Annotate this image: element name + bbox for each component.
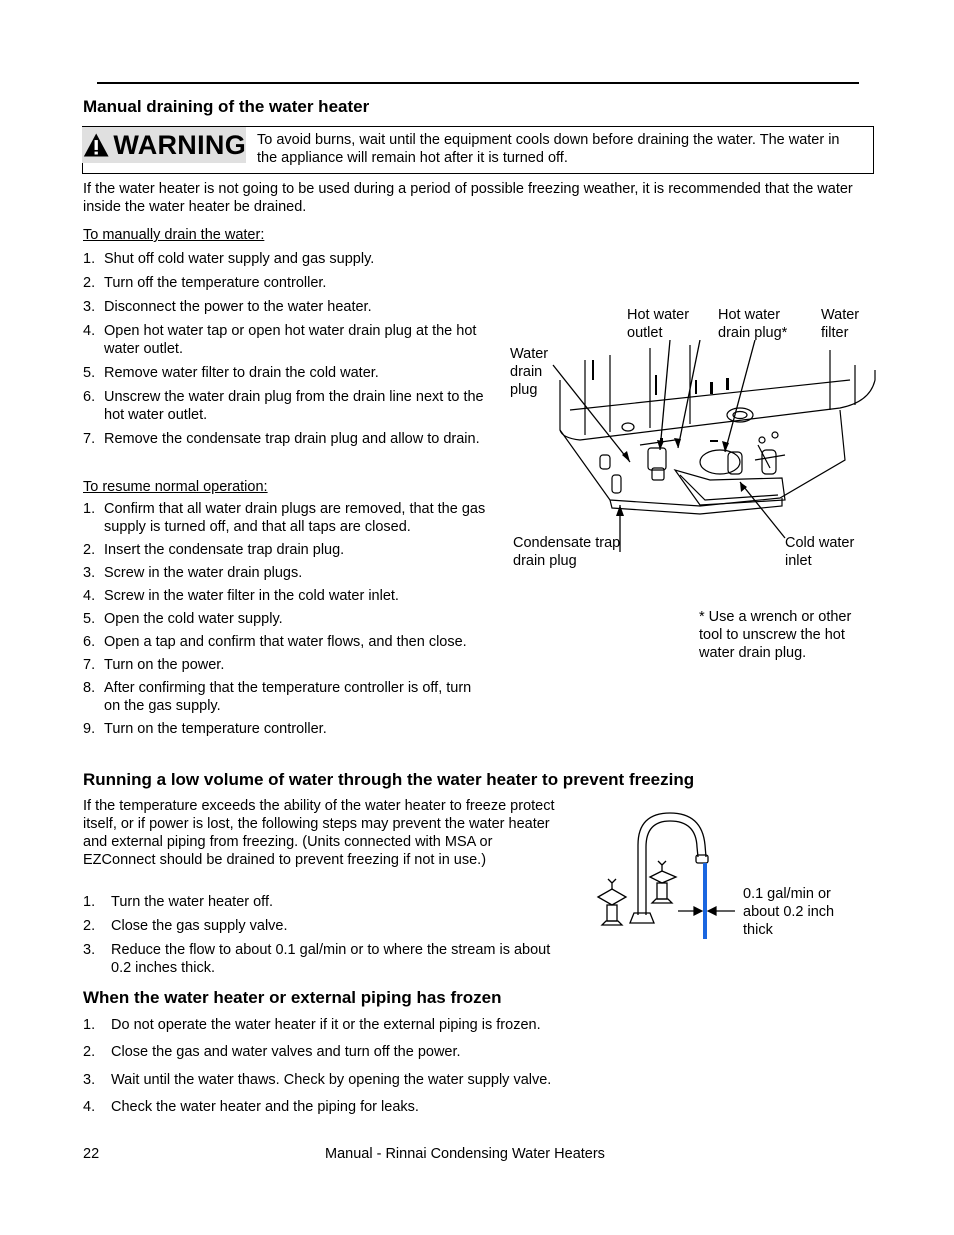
list-item: 3. Disconnect the power to the water heater. — [83, 299, 372, 315]
drain-steps — [83, 250, 488, 448]
resume-steps — [83, 500, 488, 738]
footer-title: Manual - Rinnai Condensing Water Heaters — [325, 1146, 605, 1162]
list-item: 9. Turn on the temperature controller. — [83, 721, 327, 737]
warning-badge — [82, 127, 246, 163]
list-item: 2. Close the gas supply valve. — [83, 918, 288, 934]
label-water-drain-plug: Water drain plug — [510, 346, 549, 398]
warning-triangle-icon — [83, 130, 109, 160]
low-volume-intro: If the temperature exceeds the ability of the water heater to freeze protect itself, or if power is lost, the following steps may prevent the water heater and external piping from freezing. (Units connected with MSA or EZConnect should be drained to prevent freezing if not in use.) — [83, 798, 555, 868]
list-item: 6. Unscrew the water drain plug from the drain line next to the hot water outlet. — [83, 389, 484, 423]
list-item: 7. Turn on the power. — [83, 657, 225, 673]
list-item: 4. Screw in the water filter in the cold water inlet. — [83, 588, 399, 604]
label-hot-water-drain-plug: Hot water drain plug* — [718, 307, 788, 341]
list-item: 8. After confirming that the temperature controller is off, turn on the gas supply. — [83, 680, 472, 714]
list-item: 3. Screw in the water drain plugs. — [83, 565, 303, 581]
section-title-low-volume: Running a low volume of water through the water heater to prevent freezing — [83, 770, 695, 789]
intro-paragraph: If the water heater is not going to be used during a period of possible freezing weather, it is recommended that the water inside the water heater be drained. — [83, 181, 853, 215]
diagram-note: * Use a wrench or other tool to unscrew the hot water drain plug. — [699, 609, 852, 661]
drain-heading: To manually drain the water: — [83, 227, 265, 243]
list-item: 2. Insert the condensate trap drain plug. — [83, 542, 345, 558]
list-item: 1. Do not operate the water heater if it or the external piping is frozen. — [83, 1017, 541, 1033]
list-item: 1. Confirm that all water drain plugs are removed, that the gas supply is turned off, and that all taps are closed. — [83, 501, 486, 535]
list-item: 7. Remove the condensate trap drain plug and allow to drain. — [83, 431, 480, 447]
label-cold-water-inlet: Cold water inlet — [785, 535, 855, 569]
list-item: 4. Open hot water tap or open hot water drain plug at the hot water outlet. — [83, 323, 477, 357]
water-stream — [703, 863, 707, 939]
resume-heading: To resume normal operation: — [83, 479, 268, 495]
frozen-steps — [83, 1016, 643, 1116]
section-title-frozen: When the water heater or external piping has frozen — [83, 988, 502, 1007]
list-item: 1. Shut off cold water supply and gas supply. — [83, 251, 375, 267]
label-condensate-trap-drain-plug: Condensate trap drain plug — [513, 535, 621, 569]
list-item: 5. Open the cold water supply. — [83, 611, 283, 627]
list-item: 6. Open a tap and confirm that water flows, and then close. — [83, 634, 467, 650]
label-water-filter: Water filter — [821, 307, 860, 341]
label-flow-rate: 0.1 gal/min or about 0.2 inch thick — [743, 886, 835, 938]
low-volume-steps — [83, 893, 553, 977]
list-item: 4. Check the water heater and the piping for leaks. — [83, 1099, 419, 1115]
faucet-illustration — [590, 805, 740, 945]
warning-text: To avoid burns, wait until the equipment cools down before draining the water. The water in the appliance will remain hot after it is turned off. — [257, 132, 840, 166]
list-item: 2. Turn off the temperature controller. — [83, 275, 327, 291]
top-rule — [97, 82, 859, 84]
section-title-manual-draining: Manual draining of the water heater — [83, 97, 370, 116]
label-hot-water-outlet: Hot water outlet — [627, 307, 690, 341]
list-item: 5. Remove water filter to drain the cold water. — [83, 365, 379, 381]
list-item: 3. Reduce the flow to about 0.1 gal/min or to where the stream is about 0.2 inches thick. — [83, 942, 551, 976]
page-number: 22 — [83, 1146, 100, 1162]
list-item: 1. Turn the water heater off. — [83, 894, 274, 910]
list-item: 2. Close the gas and water valves and turn off the power. — [83, 1044, 461, 1060]
list-item: 3. Wait until the water thaws. Check by opening the water supply valve. — [83, 1072, 552, 1088]
warning-label: WARNING — [113, 129, 246, 160]
